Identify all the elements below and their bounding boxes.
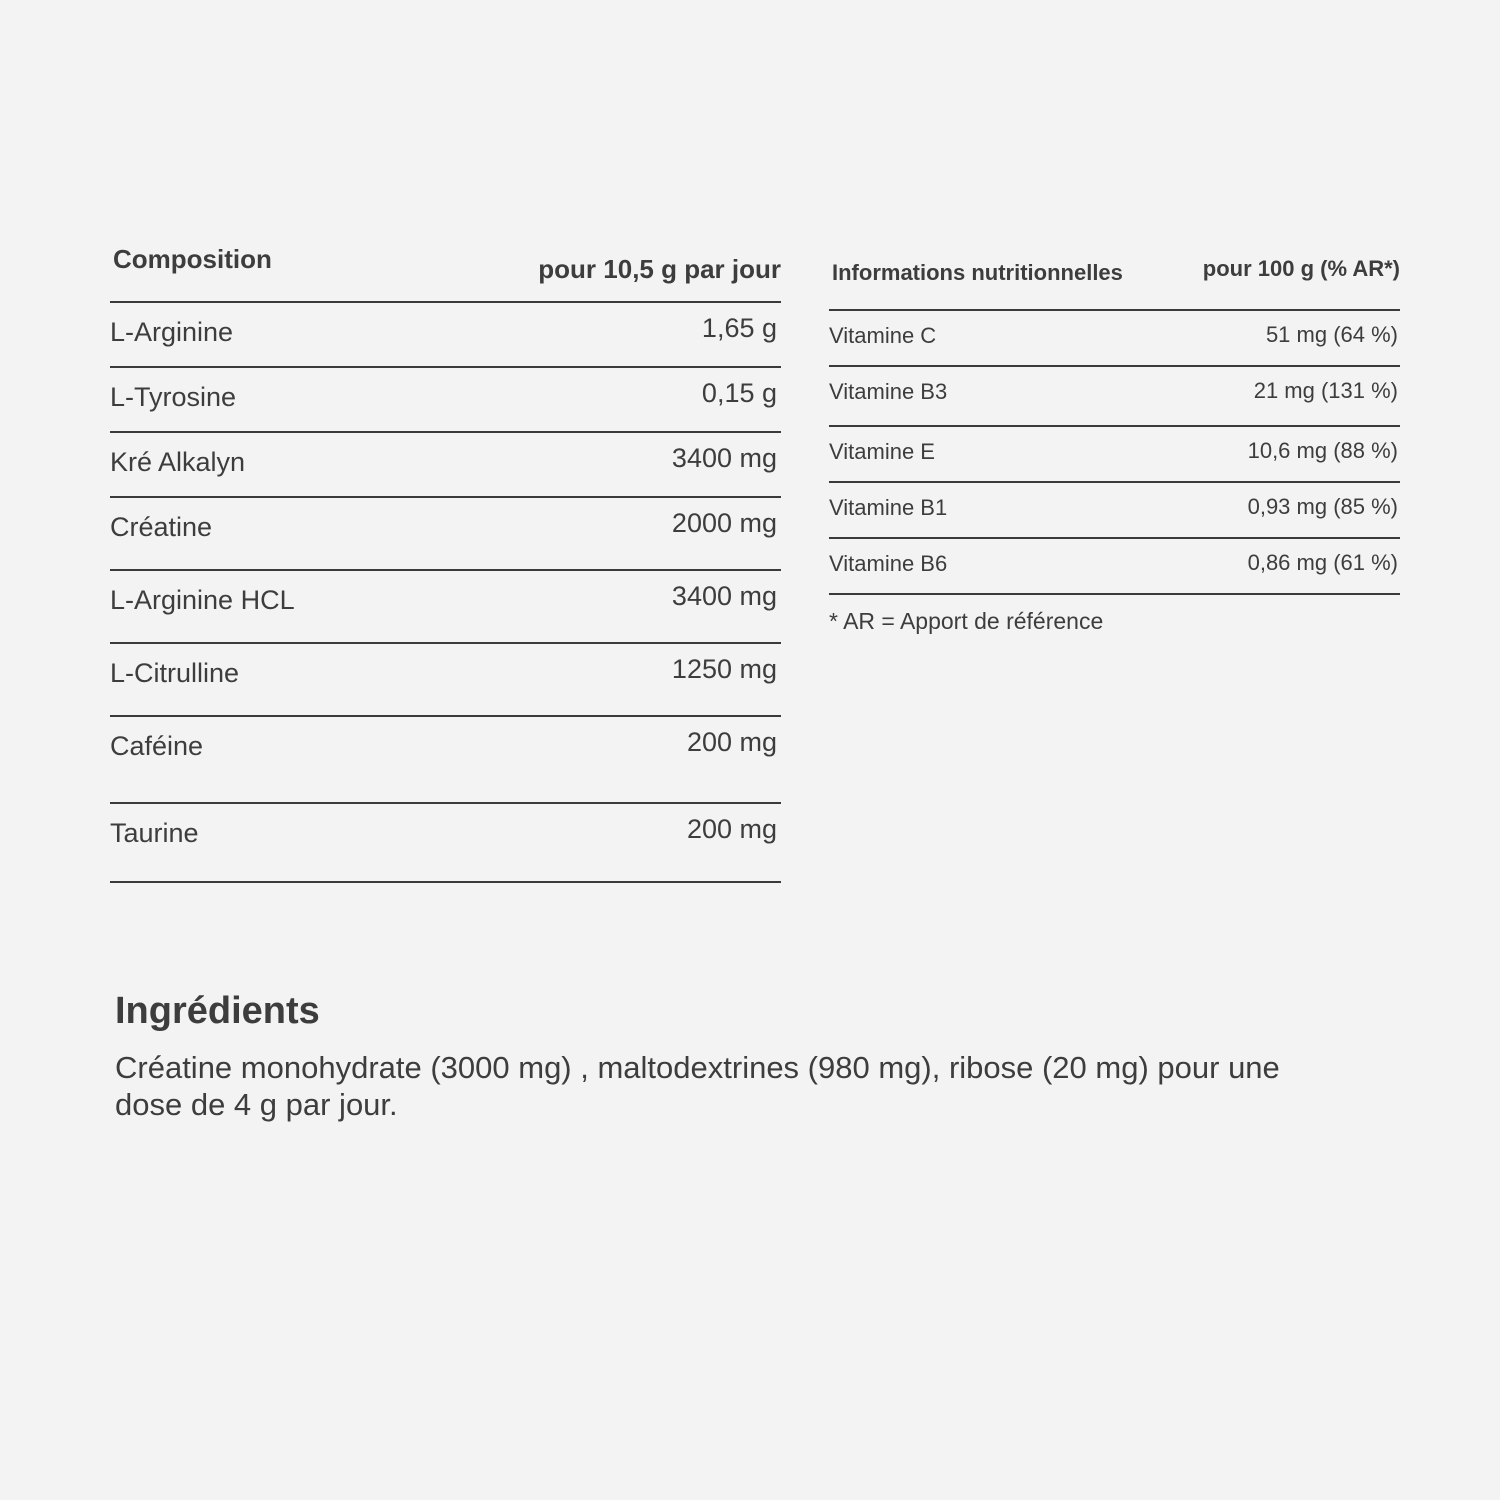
vitamin-amount: 0,86 mg (61 %) bbox=[1247, 550, 1398, 575]
table-row bbox=[110, 644, 781, 717]
nutrition-header bbox=[829, 248, 1400, 311]
reference-footnote: * AR = Apport de référence bbox=[829, 608, 1104, 634]
composition-table bbox=[110, 238, 781, 883]
table-row bbox=[829, 483, 1400, 539]
nutrition-header-unit: pour 100 g (% AR*) bbox=[1202, 256, 1400, 281]
vitamin-name: Vitamine B6 bbox=[829, 551, 948, 576]
composition-header bbox=[110, 238, 781, 303]
table-row bbox=[110, 433, 781, 498]
ingredients-text: Créatine monohydrate (3000 mg) , maltodextrines (980 mg), ribose (20 mg) pour une dose de 4 g par jour. bbox=[115, 1050, 1280, 1122]
ingredients-section bbox=[115, 990, 1315, 1123]
ingredient-name: L-Arginine bbox=[110, 317, 234, 347]
ingredient-amount: 2000 mg bbox=[671, 508, 777, 538]
vitamin-amount: 21 mg (131 %) bbox=[1253, 378, 1398, 403]
vitamin-amount: 51 mg (64 %) bbox=[1265, 322, 1398, 347]
table-row bbox=[110, 498, 781, 571]
nutrition-table bbox=[829, 248, 1400, 595]
ingredient-amount: 200 mg bbox=[686, 814, 777, 844]
table-row bbox=[110, 717, 781, 804]
table-row bbox=[110, 368, 781, 433]
table-row bbox=[829, 539, 1400, 595]
ingredient-name: L-Citrulline bbox=[110, 658, 240, 688]
table-row bbox=[829, 311, 1400, 367]
ingredient-name: Taurine bbox=[110, 818, 199, 848]
table-row bbox=[110, 303, 781, 368]
ingredient-amount: 1,65 g bbox=[701, 313, 777, 343]
ingredient-name: L-Arginine HCL bbox=[110, 585, 295, 615]
vitamin-amount: 0,93 mg (85 %) bbox=[1247, 494, 1398, 519]
ingredient-amount: 1250 mg bbox=[671, 654, 777, 684]
ingredient-name: L-Tyrosine bbox=[110, 382, 237, 412]
vitamin-name: Vitamine B3 bbox=[829, 379, 948, 404]
ingredients-title: Ingrédients bbox=[115, 990, 320, 1032]
vitamin-amount: 10,6 mg (88 %) bbox=[1247, 438, 1398, 463]
table-row bbox=[110, 804, 781, 883]
ingredient-name: Créatine bbox=[110, 512, 213, 542]
ingredient-name: Kré Alkalyn bbox=[110, 447, 246, 477]
table-row bbox=[829, 427, 1400, 483]
composition-header-unit: pour 10,5 g par jour bbox=[538, 254, 781, 284]
ingredient-amount: 0,15 g bbox=[701, 378, 777, 408]
table-row bbox=[110, 571, 781, 644]
vitamin-name: Vitamine E bbox=[829, 439, 935, 464]
vitamin-name: Vitamine B1 bbox=[829, 495, 948, 520]
composition-header-label: Composition bbox=[113, 244, 272, 274]
nutrition-header-label: Informations nutritionnelles bbox=[832, 260, 1123, 285]
table-row bbox=[829, 367, 1400, 427]
vitamin-name: Vitamine C bbox=[829, 323, 937, 348]
ingredient-amount: 3400 mg bbox=[671, 581, 777, 611]
ingredient-amount: 200 mg bbox=[686, 727, 777, 757]
ingredient-name: Caféine bbox=[110, 731, 204, 761]
ingredient-amount: 3400 mg bbox=[671, 443, 777, 473]
